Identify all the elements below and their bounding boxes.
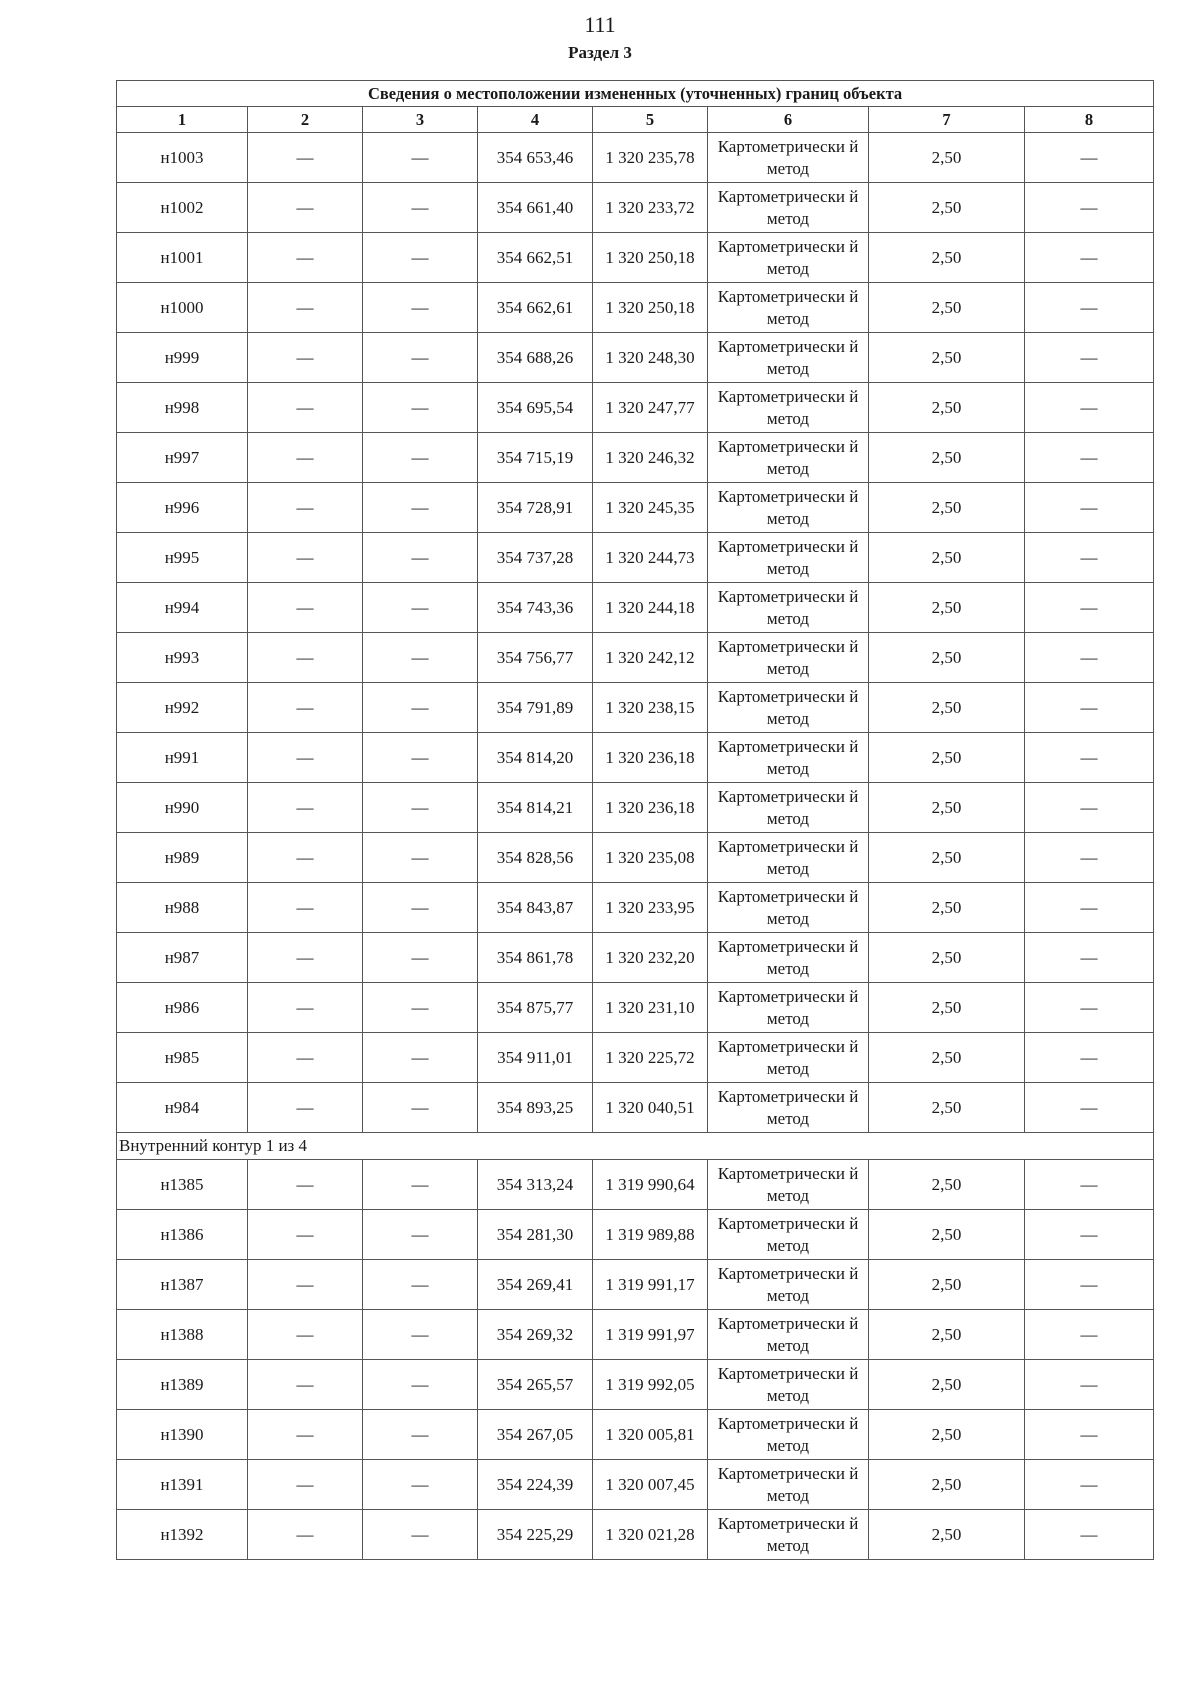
empty-value-cell: — bbox=[363, 1410, 478, 1460]
empty-value-cell: — bbox=[1025, 1160, 1154, 1210]
y-coordinate-cell: 1 320 232,20 bbox=[593, 933, 708, 983]
accuracy-cell: 2,50 bbox=[869, 783, 1025, 833]
y-coordinate-cell: 1 320 236,18 bbox=[593, 783, 708, 833]
x-coordinate-cell: 354 269,32 bbox=[478, 1310, 593, 1360]
empty-value-cell: — bbox=[363, 383, 478, 433]
empty-value-cell: — bbox=[363, 833, 478, 883]
column-number-row bbox=[117, 107, 1154, 133]
empty-value-cell: — bbox=[248, 1310, 363, 1360]
accuracy-cell: 2,50 bbox=[869, 1033, 1025, 1083]
empty-value-cell: — bbox=[1025, 583, 1154, 633]
point-id-cell: н992 bbox=[117, 683, 248, 733]
y-coordinate-cell: 1 320 040,51 bbox=[593, 1083, 708, 1133]
y-coordinate-cell: 1 320 250,18 bbox=[593, 233, 708, 283]
point-id-cell: н1389 bbox=[117, 1360, 248, 1410]
empty-value-cell: — bbox=[1025, 1360, 1154, 1410]
table-row bbox=[117, 383, 1154, 433]
table-row bbox=[117, 983, 1154, 1033]
page-number: 111 bbox=[584, 12, 616, 37]
point-id-cell: н998 bbox=[117, 383, 248, 433]
empty-value-cell: — bbox=[363, 283, 478, 333]
accuracy-cell: 2,50 bbox=[869, 533, 1025, 583]
empty-value-cell: — bbox=[1025, 1510, 1154, 1560]
empty-value-cell: — bbox=[363, 183, 478, 233]
table-row bbox=[117, 1033, 1154, 1083]
method-cell: Картометрически й метод bbox=[708, 283, 869, 333]
method-cell: Картометрически й метод bbox=[708, 233, 869, 283]
empty-value-cell: — bbox=[1025, 133, 1154, 183]
y-coordinate-cell: 1 320 007,45 bbox=[593, 1460, 708, 1510]
point-id-cell: н997 bbox=[117, 433, 248, 483]
y-coordinate-cell: 1 319 991,97 bbox=[593, 1310, 708, 1360]
empty-value-cell: — bbox=[1025, 233, 1154, 283]
table-row bbox=[117, 1210, 1154, 1260]
table-row bbox=[117, 133, 1154, 183]
empty-value-cell: — bbox=[363, 883, 478, 933]
accuracy-cell: 2,50 bbox=[869, 833, 1025, 883]
empty-value-cell: — bbox=[248, 883, 363, 933]
point-id-cell: н1391 bbox=[117, 1460, 248, 1510]
x-coordinate-cell: 354 281,30 bbox=[478, 1210, 593, 1260]
accuracy-cell: 2,50 bbox=[869, 433, 1025, 483]
empty-value-cell: — bbox=[363, 933, 478, 983]
table-row bbox=[117, 283, 1154, 333]
empty-value-cell: — bbox=[363, 783, 478, 833]
method-cell: Картометрически й метод bbox=[708, 1033, 869, 1083]
point-id-cell: н986 bbox=[117, 983, 248, 1033]
empty-value-cell: — bbox=[248, 433, 363, 483]
section-title: Раздел 3 bbox=[568, 43, 632, 62]
empty-value-cell: — bbox=[1025, 1310, 1154, 1360]
empty-value-cell: — bbox=[363, 483, 478, 533]
x-coordinate-cell: 354 791,89 bbox=[478, 683, 593, 733]
column-header: 8 bbox=[1025, 107, 1154, 133]
x-coordinate-cell: 354 662,61 bbox=[478, 283, 593, 333]
accuracy-cell: 2,50 bbox=[869, 1360, 1025, 1410]
method-cell: Картометрически й метод bbox=[708, 1210, 869, 1260]
table-row bbox=[117, 1510, 1154, 1560]
y-coordinate-cell: 1 320 242,12 bbox=[593, 633, 708, 683]
table-body bbox=[117, 133, 1154, 1560]
empty-value-cell: — bbox=[363, 983, 478, 1033]
accuracy-cell: 2,50 bbox=[869, 1460, 1025, 1510]
empty-value-cell: — bbox=[248, 683, 363, 733]
accuracy-cell: 2,50 bbox=[869, 483, 1025, 533]
accuracy-cell: 2,50 bbox=[869, 733, 1025, 783]
empty-value-cell: — bbox=[248, 483, 363, 533]
empty-value-cell: — bbox=[363, 533, 478, 583]
empty-value-cell: — bbox=[248, 733, 363, 783]
table-row bbox=[117, 683, 1154, 733]
empty-value-cell: — bbox=[248, 383, 363, 433]
x-coordinate-cell: 354 313,24 bbox=[478, 1160, 593, 1210]
table-row bbox=[117, 733, 1154, 783]
column-header: 6 bbox=[708, 107, 869, 133]
empty-value-cell: — bbox=[1025, 983, 1154, 1033]
empty-value-cell: — bbox=[363, 333, 478, 383]
empty-value-cell: — bbox=[363, 1310, 478, 1360]
empty-value-cell: — bbox=[363, 1210, 478, 1260]
point-id-cell: н1003 bbox=[117, 133, 248, 183]
empty-value-cell: — bbox=[248, 1510, 363, 1560]
x-coordinate-cell: 354 688,26 bbox=[478, 333, 593, 383]
y-coordinate-cell: 1 320 236,18 bbox=[593, 733, 708, 783]
empty-value-cell: — bbox=[248, 1210, 363, 1260]
accuracy-cell: 2,50 bbox=[869, 933, 1025, 983]
empty-value-cell: — bbox=[1025, 383, 1154, 433]
accuracy-cell: 2,50 bbox=[869, 1260, 1025, 1310]
y-coordinate-cell: 1 320 248,30 bbox=[593, 333, 708, 383]
empty-value-cell: — bbox=[1025, 633, 1154, 683]
empty-value-cell: — bbox=[363, 1160, 478, 1210]
table-row bbox=[117, 1360, 1154, 1410]
empty-value-cell: — bbox=[363, 583, 478, 633]
point-id-cell: н996 bbox=[117, 483, 248, 533]
x-coordinate-cell: 354 267,05 bbox=[478, 1410, 593, 1460]
contour-label-row bbox=[117, 1133, 1154, 1160]
y-coordinate-cell: 1 320 238,15 bbox=[593, 683, 708, 733]
y-coordinate-cell: 1 320 231,10 bbox=[593, 983, 708, 1033]
point-id-cell: н985 bbox=[117, 1033, 248, 1083]
empty-value-cell: — bbox=[248, 183, 363, 233]
point-id-cell: н1000 bbox=[117, 283, 248, 333]
accuracy-cell: 2,50 bbox=[869, 1210, 1025, 1260]
empty-value-cell: — bbox=[363, 683, 478, 733]
table-row bbox=[117, 633, 1154, 683]
x-coordinate-cell: 354 269,41 bbox=[478, 1260, 593, 1310]
table-row bbox=[117, 483, 1154, 533]
empty-value-cell: — bbox=[248, 833, 363, 883]
y-coordinate-cell: 1 320 233,95 bbox=[593, 883, 708, 933]
method-cell: Картометрически й метод bbox=[708, 933, 869, 983]
empty-value-cell: — bbox=[1025, 483, 1154, 533]
point-id-cell: н989 bbox=[117, 833, 248, 883]
x-coordinate-cell: 354 828,56 bbox=[478, 833, 593, 883]
y-coordinate-cell: 1 319 990,64 bbox=[593, 1160, 708, 1210]
accuracy-cell: 2,50 bbox=[869, 683, 1025, 733]
point-id-cell: н993 bbox=[117, 633, 248, 683]
x-coordinate-cell: 354 743,36 bbox=[478, 583, 593, 633]
method-cell: Картометрически й метод bbox=[708, 883, 869, 933]
empty-value-cell: — bbox=[248, 233, 363, 283]
x-coordinate-cell: 354 893,25 bbox=[478, 1083, 593, 1133]
y-coordinate-cell: 1 320 244,73 bbox=[593, 533, 708, 583]
method-cell: Картометрически й метод bbox=[708, 533, 869, 583]
accuracy-cell: 2,50 bbox=[869, 1160, 1025, 1210]
empty-value-cell: — bbox=[248, 783, 363, 833]
point-id-cell: н988 bbox=[117, 883, 248, 933]
table-row bbox=[117, 433, 1154, 483]
empty-value-cell: — bbox=[1025, 733, 1154, 783]
x-coordinate-cell: 354 843,87 bbox=[478, 883, 593, 933]
empty-value-cell: — bbox=[1025, 1460, 1154, 1510]
point-id-cell: н987 bbox=[117, 933, 248, 983]
column-header: 2 bbox=[248, 107, 363, 133]
table-row bbox=[117, 183, 1154, 233]
empty-value-cell: — bbox=[1025, 783, 1154, 833]
y-coordinate-cell: 1 320 235,08 bbox=[593, 833, 708, 883]
accuracy-cell: 2,50 bbox=[869, 1410, 1025, 1460]
method-cell: Картометрически й метод bbox=[708, 833, 869, 883]
empty-value-cell: — bbox=[248, 1083, 363, 1133]
method-cell: Картометрически й метод bbox=[708, 1510, 869, 1560]
column-header: 7 bbox=[869, 107, 1025, 133]
point-id-cell: н1001 bbox=[117, 233, 248, 283]
empty-value-cell: — bbox=[363, 133, 478, 183]
y-coordinate-cell: 1 320 246,32 bbox=[593, 433, 708, 483]
point-id-cell: н994 bbox=[117, 583, 248, 633]
point-id-cell: н995 bbox=[117, 533, 248, 583]
method-cell: Картометрически й метод bbox=[708, 183, 869, 233]
accuracy-cell: 2,50 bbox=[869, 883, 1025, 933]
empty-value-cell: — bbox=[248, 1160, 363, 1210]
empty-value-cell: — bbox=[363, 1033, 478, 1083]
empty-value-cell: — bbox=[1025, 933, 1154, 983]
x-coordinate-cell: 354 662,51 bbox=[478, 233, 593, 283]
empty-value-cell: — bbox=[248, 1410, 363, 1460]
x-coordinate-cell: 354 715,19 bbox=[478, 433, 593, 483]
empty-value-cell: — bbox=[248, 583, 363, 633]
empty-value-cell: — bbox=[1025, 833, 1154, 883]
accuracy-cell: 2,50 bbox=[869, 383, 1025, 433]
table-row bbox=[117, 583, 1154, 633]
empty-value-cell: — bbox=[1025, 433, 1154, 483]
method-cell: Картометрически й метод bbox=[708, 1360, 869, 1410]
x-coordinate-cell: 354 737,28 bbox=[478, 533, 593, 583]
empty-value-cell: — bbox=[1025, 1083, 1154, 1133]
table-row bbox=[117, 783, 1154, 833]
method-cell: Картометрически й метод bbox=[708, 1410, 869, 1460]
method-cell: Картометрически й метод bbox=[708, 733, 869, 783]
y-coordinate-cell: 1 319 989,88 bbox=[593, 1210, 708, 1260]
table-row bbox=[117, 1410, 1154, 1460]
method-cell: Картометрически й метод bbox=[708, 1083, 869, 1133]
table-row bbox=[117, 1460, 1154, 1510]
table-row bbox=[117, 233, 1154, 283]
x-coordinate-cell: 354 814,20 bbox=[478, 733, 593, 783]
empty-value-cell: — bbox=[1025, 283, 1154, 333]
empty-value-cell: — bbox=[248, 1460, 363, 1510]
column-header: 4 bbox=[478, 107, 593, 133]
x-coordinate-cell: 354 728,91 bbox=[478, 483, 593, 533]
empty-value-cell: — bbox=[1025, 1410, 1154, 1460]
point-id-cell: н984 bbox=[117, 1083, 248, 1133]
empty-value-cell: — bbox=[363, 1460, 478, 1510]
empty-value-cell: — bbox=[1025, 683, 1154, 733]
empty-value-cell: — bbox=[248, 533, 363, 583]
method-cell: Картометрически й метод bbox=[708, 983, 869, 1033]
y-coordinate-cell: 1 320 235,78 bbox=[593, 133, 708, 183]
contour-label: Внутренний контур 1 из 4 bbox=[117, 1133, 1154, 1160]
x-coordinate-cell: 354 224,39 bbox=[478, 1460, 593, 1510]
y-coordinate-cell: 1 320 233,72 bbox=[593, 183, 708, 233]
empty-value-cell: — bbox=[363, 233, 478, 283]
point-id-cell: н1392 bbox=[117, 1510, 248, 1560]
column-header: 5 bbox=[593, 107, 708, 133]
method-cell: Картометрически й метод bbox=[708, 1160, 869, 1210]
table-row bbox=[117, 833, 1154, 883]
empty-value-cell: — bbox=[248, 1033, 363, 1083]
y-coordinate-cell: 1 320 247,77 bbox=[593, 383, 708, 433]
y-coordinate-cell: 1 320 005,81 bbox=[593, 1410, 708, 1460]
method-cell: Картометрически й метод bbox=[708, 383, 869, 433]
table-row bbox=[117, 1310, 1154, 1360]
y-coordinate-cell: 1 320 244,18 bbox=[593, 583, 708, 633]
table-row bbox=[117, 933, 1154, 983]
empty-value-cell: — bbox=[1025, 333, 1154, 383]
empty-value-cell: — bbox=[363, 1510, 478, 1560]
table-row bbox=[117, 1083, 1154, 1133]
boundary-coordinates-table bbox=[116, 80, 1154, 1560]
empty-value-cell: — bbox=[363, 633, 478, 683]
point-id-cell: н1388 bbox=[117, 1310, 248, 1360]
point-id-cell: н1390 bbox=[117, 1410, 248, 1460]
empty-value-cell: — bbox=[248, 633, 363, 683]
method-cell: Картометрически й метод bbox=[708, 1260, 869, 1310]
empty-value-cell: — bbox=[363, 1083, 478, 1133]
accuracy-cell: 2,50 bbox=[869, 233, 1025, 283]
empty-value-cell: — bbox=[363, 433, 478, 483]
method-cell: Картометрически й метод bbox=[708, 633, 869, 683]
empty-value-cell: — bbox=[363, 1260, 478, 1310]
accuracy-cell: 2,50 bbox=[869, 1083, 1025, 1133]
empty-value-cell: — bbox=[248, 983, 363, 1033]
method-cell: Картометрически й метод bbox=[708, 583, 869, 633]
y-coordinate-cell: 1 319 992,05 bbox=[593, 1360, 708, 1410]
empty-value-cell: — bbox=[1025, 533, 1154, 583]
point-id-cell: н991 bbox=[117, 733, 248, 783]
y-coordinate-cell: 1 319 991,17 bbox=[593, 1260, 708, 1310]
method-cell: Картометрически й метод bbox=[708, 683, 869, 733]
method-cell: Картометрически й метод bbox=[708, 133, 869, 183]
point-id-cell: н990 bbox=[117, 783, 248, 833]
point-id-cell: н1386 bbox=[117, 1210, 248, 1260]
point-id-cell: н1385 bbox=[117, 1160, 248, 1210]
point-id-cell: н1387 bbox=[117, 1260, 248, 1310]
empty-value-cell: — bbox=[363, 1360, 478, 1410]
table-row bbox=[117, 1260, 1154, 1310]
accuracy-cell: 2,50 bbox=[869, 183, 1025, 233]
accuracy-cell: 2,50 bbox=[869, 133, 1025, 183]
y-coordinate-cell: 1 320 245,35 bbox=[593, 483, 708, 533]
x-coordinate-cell: 354 911,01 bbox=[478, 1033, 593, 1083]
empty-value-cell: — bbox=[248, 1360, 363, 1410]
table-title-row bbox=[117, 81, 1154, 107]
x-coordinate-cell: 354 814,21 bbox=[478, 783, 593, 833]
table-row bbox=[117, 1160, 1154, 1210]
y-coordinate-cell: 1 320 021,28 bbox=[593, 1510, 708, 1560]
accuracy-cell: 2,50 bbox=[869, 633, 1025, 683]
accuracy-cell: 2,50 bbox=[869, 1510, 1025, 1560]
empty-value-cell: — bbox=[1025, 1210, 1154, 1260]
column-header: 1 bbox=[117, 107, 248, 133]
column-header: 3 bbox=[363, 107, 478, 133]
x-coordinate-cell: 354 661,40 bbox=[478, 183, 593, 233]
x-coordinate-cell: 354 653,46 bbox=[478, 133, 593, 183]
empty-value-cell: — bbox=[1025, 1260, 1154, 1310]
table-row bbox=[117, 533, 1154, 583]
accuracy-cell: 2,50 bbox=[869, 283, 1025, 333]
empty-value-cell: — bbox=[248, 283, 363, 333]
empty-value-cell: — bbox=[363, 733, 478, 783]
method-cell: Картометрически й метод bbox=[708, 1310, 869, 1360]
x-coordinate-cell: 354 695,54 bbox=[478, 383, 593, 433]
empty-value-cell: — bbox=[1025, 883, 1154, 933]
y-coordinate-cell: 1 320 250,18 bbox=[593, 283, 708, 333]
point-id-cell: н999 bbox=[117, 333, 248, 383]
accuracy-cell: 2,50 bbox=[869, 1310, 1025, 1360]
x-coordinate-cell: 354 756,77 bbox=[478, 633, 593, 683]
x-coordinate-cell: 354 265,57 bbox=[478, 1360, 593, 1410]
method-cell: Картометрически й метод bbox=[708, 783, 869, 833]
empty-value-cell: — bbox=[248, 133, 363, 183]
accuracy-cell: 2,50 bbox=[869, 333, 1025, 383]
table-row bbox=[117, 883, 1154, 933]
accuracy-cell: 2,50 bbox=[869, 983, 1025, 1033]
x-coordinate-cell: 354 875,77 bbox=[478, 983, 593, 1033]
accuracy-cell: 2,50 bbox=[869, 583, 1025, 633]
x-coordinate-cell: 354 861,78 bbox=[478, 933, 593, 983]
method-cell: Картометрически й метод bbox=[708, 433, 869, 483]
method-cell: Картометрически й метод bbox=[708, 1460, 869, 1510]
empty-value-cell: — bbox=[1025, 1033, 1154, 1083]
table-title: Сведения о местоположении измененных (уточненных) границ объекта bbox=[117, 81, 1154, 107]
table-row bbox=[117, 333, 1154, 383]
y-coordinate-cell: 1 320 225,72 bbox=[593, 1033, 708, 1083]
empty-value-cell: — bbox=[248, 333, 363, 383]
method-cell: Картометрически й метод bbox=[708, 483, 869, 533]
empty-value-cell: — bbox=[248, 1260, 363, 1310]
empty-value-cell: — bbox=[1025, 183, 1154, 233]
method-cell: Картометрически й метод bbox=[708, 333, 869, 383]
point-id-cell: н1002 bbox=[117, 183, 248, 233]
empty-value-cell: — bbox=[248, 933, 363, 983]
x-coordinate-cell: 354 225,29 bbox=[478, 1510, 593, 1560]
